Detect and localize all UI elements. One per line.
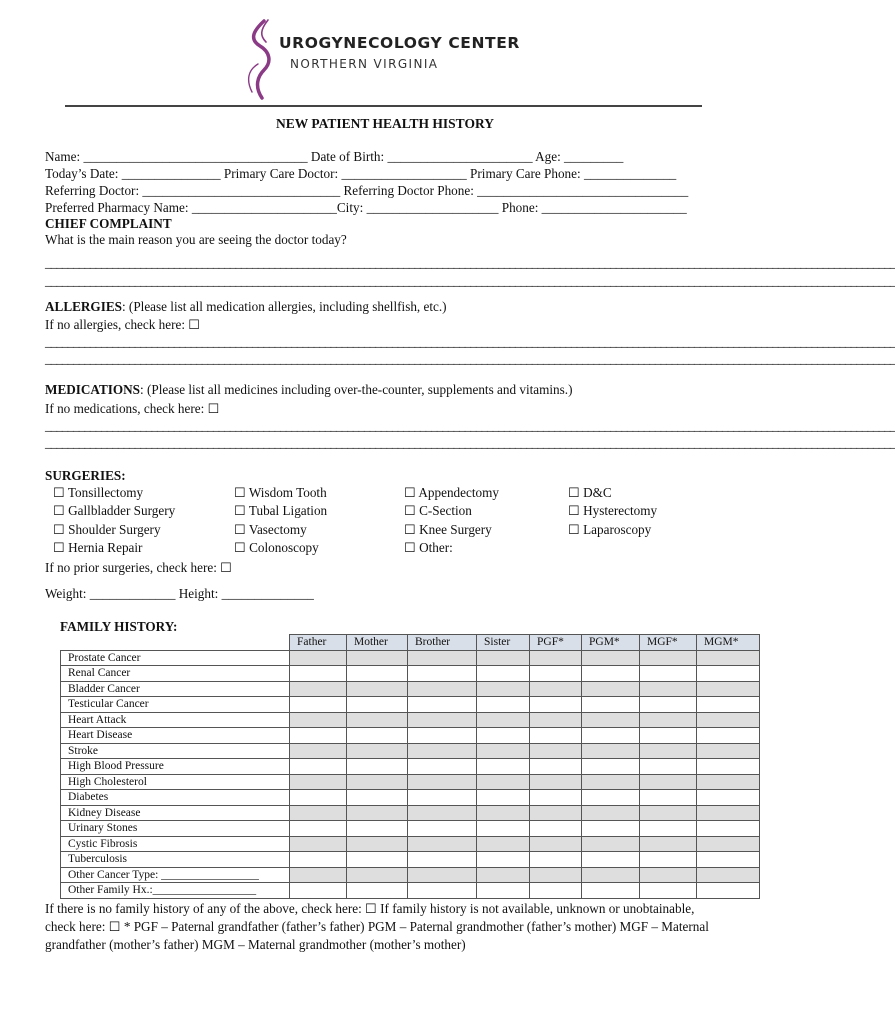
relative-checkbox-cell[interactable]: [640, 805, 697, 821]
column-header: Mother: [347, 635, 408, 651]
table-row: [61, 883, 760, 899]
surgery-option[interactable]: ☐ Gallbladder Surgery: [53, 503, 176, 518]
relative-checkbox-cell[interactable]: [477, 883, 530, 899]
relative-checkbox-cell[interactable]: [697, 852, 760, 868]
relative-checkbox-cell[interactable]: [477, 805, 530, 821]
surgery-option[interactable]: ☐ Hysterectomy: [568, 503, 658, 518]
form-title: NEW PATIENT HEALTH HISTORY: [276, 116, 494, 131]
relative-checkbox-cell[interactable]: [582, 774, 640, 790]
surgeries-heading: SURGERIES:: [45, 468, 126, 483]
surgery-option[interactable]: ☐ Wisdom Tooth: [234, 485, 327, 500]
relative-checkbox-cell[interactable]: [530, 821, 582, 837]
relative-checkbox-cell[interactable]: [408, 759, 477, 775]
relative-checkbox-cell[interactable]: [408, 712, 477, 728]
relative-checkbox-cell[interactable]: [697, 712, 760, 728]
surgery-option[interactable]: ☐ Knee Surgery: [404, 522, 492, 537]
header-divider: [65, 105, 702, 107]
relative-checkbox-cell[interactable]: [640, 852, 697, 868]
relative-checkbox-cell[interactable]: [408, 790, 477, 806]
relative-checkbox-cell[interactable]: [477, 728, 530, 744]
relative-checkbox-cell[interactable]: [530, 650, 582, 666]
relative-checkbox-cell[interactable]: [640, 666, 697, 682]
relative-checkbox-cell[interactable]: [640, 697, 697, 713]
family-history-footnote: If there is no family history of any of the above, check here: ☐ If family history is not available, unknown or unobtainable, check here: ☐ * PGF – Paternal grandfather (father’s father) PGM – Paternal grandmother (father’s mother) MGF – Maternal grandfather (mother’s father) MGM – Maternal grandmother (mother’s mother): [45, 901, 709, 952]
column-header: Sister: [477, 635, 530, 651]
relative-checkbox-cell[interactable]: [582, 681, 640, 697]
relative-checkbox-cell[interactable]: [477, 867, 530, 883]
medications-instructions: : (Please list all medicines including over-the-counter, supplements and vitamins.): [140, 382, 573, 397]
table-row: [61, 681, 760, 697]
relative-checkbox-cell[interactable]: [697, 728, 760, 744]
relative-checkbox-cell[interactable]: [408, 743, 477, 759]
relative-checkbox-cell[interactable]: [697, 650, 760, 666]
relative-checkbox-cell[interactable]: [640, 774, 697, 790]
table-row: [61, 728, 760, 744]
relative-checkbox-cell[interactable]: [347, 790, 408, 806]
condition-label: High Cholesterol: [61, 774, 290, 790]
column-header: MGM*: [697, 635, 760, 651]
relative-checkbox-cell[interactable]: [640, 728, 697, 744]
condition-label: Testicular Cancer: [61, 697, 290, 713]
relative-checkbox-cell[interactable]: [697, 774, 760, 790]
relative-checkbox-cell[interactable]: [477, 743, 530, 759]
table-row: [61, 836, 760, 852]
relative-checkbox-cell[interactable]: [408, 666, 477, 682]
allergies-prompt: [45, 298, 447, 315]
relative-checkbox-cell[interactable]: [640, 743, 697, 759]
relative-checkbox-cell[interactable]: [530, 836, 582, 852]
table-row: [61, 712, 760, 728]
relative-checkbox-cell[interactable]: [347, 759, 408, 775]
relative-checkbox-cell[interactable]: [530, 805, 582, 821]
relative-checkbox-cell[interactable]: [530, 681, 582, 697]
relative-checkbox-cell[interactable]: [290, 697, 347, 713]
relative-checkbox-cell[interactable]: [408, 867, 477, 883]
relative-checkbox-cell[interactable]: [582, 852, 640, 868]
relative-checkbox-cell[interactable]: [582, 728, 640, 744]
relative-checkbox-cell[interactable]: [347, 883, 408, 899]
condition-label: Urinary Stones: [61, 821, 290, 837]
relative-checkbox-cell[interactable]: [408, 852, 477, 868]
relative-checkbox-cell[interactable]: [347, 728, 408, 744]
surgery-option[interactable]: ☐ Appendectomy: [404, 485, 499, 500]
clinic-logo: [238, 18, 538, 102]
relative-checkbox-cell[interactable]: [530, 697, 582, 713]
condition-label: Bladder Cancer: [61, 681, 290, 697]
table-row: [61, 774, 760, 790]
relative-checkbox-cell[interactable]: [530, 774, 582, 790]
relative-checkbox-cell[interactable]: [347, 852, 408, 868]
patient-line-name[interactable]: Name: __________________________________ Date of Birth: ______________________ Age: _________: [45, 149, 624, 164]
relative-checkbox-cell[interactable]: [290, 836, 347, 852]
relative-checkbox-cell[interactable]: [640, 681, 697, 697]
relative-checkbox-cell[interactable]: [408, 697, 477, 713]
relative-checkbox-cell[interactable]: [582, 805, 640, 821]
relative-checkbox-cell[interactable]: [347, 836, 408, 852]
relative-checkbox-cell[interactable]: [347, 681, 408, 697]
condition-label: Tuberculosis: [61, 852, 290, 868]
condition-label: Stroke: [61, 743, 290, 759]
relative-checkbox-cell[interactable]: [347, 697, 408, 713]
column-header: PGM*: [582, 635, 640, 651]
relative-checkbox-cell[interactable]: [530, 867, 582, 883]
surgery-option[interactable]: ☐ Vasectomy: [234, 522, 307, 537]
relative-checkbox-cell[interactable]: [582, 712, 640, 728]
relative-checkbox-cell[interactable]: [640, 821, 697, 837]
relative-checkbox-cell[interactable]: [582, 759, 640, 775]
surgery-option[interactable]: ☐ C-Section: [404, 503, 472, 518]
relative-checkbox-cell[interactable]: [530, 852, 582, 868]
relative-checkbox-cell[interactable]: [477, 759, 530, 775]
relative-checkbox-cell[interactable]: [697, 867, 760, 883]
medications-heading: MEDICATIONS: [45, 382, 141, 397]
surgery-option[interactable]: ☐ Colonoscopy: [234, 540, 319, 555]
allergies-answer-line[interactable]: ________________________________________________________________________________________________________________________________________________________: [45, 351, 895, 366]
condition-label: Diabetes: [61, 790, 290, 806]
relative-checkbox-cell[interactable]: [408, 821, 477, 837]
medications-none-checkbox[interactable]: If no medications, check here: ☐: [45, 401, 220, 416]
relative-checkbox-cell[interactable]: [347, 743, 408, 759]
relative-checkbox-cell[interactable]: [290, 774, 347, 790]
table-row: [61, 697, 760, 713]
column-header: Brother: [408, 635, 477, 651]
relative-checkbox-cell[interactable]: [477, 821, 530, 837]
surgery-option[interactable]: ☐ Other:: [404, 540, 453, 555]
relative-checkbox-cell[interactable]: [530, 666, 582, 682]
relative-checkbox-cell[interactable]: [582, 697, 640, 713]
relative-checkbox-cell[interactable]: [530, 728, 582, 744]
relative-checkbox-cell[interactable]: [408, 883, 477, 899]
relative-checkbox-cell[interactable]: [582, 666, 640, 682]
relative-checkbox-cell[interactable]: [640, 790, 697, 806]
chief-answer-line[interactable]: ________________________________________________________________________________________________________________________________________________________: [45, 255, 895, 270]
surgery-option[interactable]: ☐ D&C: [568, 485, 612, 500]
patient-line-doctor[interactable]: Today’s Date: _______________ Primary Care Doctor: ___________________ Primary Care Phone: ______________: [45, 166, 677, 181]
relative-checkbox-cell[interactable]: [347, 821, 408, 837]
table-row: [61, 650, 760, 666]
relative-checkbox-cell[interactable]: [582, 836, 640, 852]
condition-label: Prostate Cancer: [61, 650, 290, 666]
relative-checkbox-cell[interactable]: [530, 759, 582, 775]
relative-checkbox-cell[interactable]: [640, 867, 697, 883]
relative-checkbox-cell[interactable]: [697, 790, 760, 806]
relative-checkbox-cell[interactable]: [477, 852, 530, 868]
table-row: [61, 743, 760, 759]
table-row: [61, 790, 760, 806]
column-header: MGF*: [640, 635, 697, 651]
chief-complaint-question: What is the main reason you are seeing the doctor today?: [45, 232, 347, 247]
relative-checkbox-cell[interactable]: [408, 681, 477, 697]
relative-checkbox-cell[interactable]: [530, 743, 582, 759]
surgeries-none-checkbox[interactable]: If no prior surgeries, check here: ☐: [45, 560, 232, 575]
relative-checkbox-cell[interactable]: [477, 790, 530, 806]
relative-checkbox-cell[interactable]: [697, 883, 760, 899]
family-history-rows: [61, 650, 760, 898]
logo-location: NORTHERN VIRGINIA: [290, 57, 439, 71]
relative-checkbox-cell[interactable]: [290, 852, 347, 868]
relative-checkbox-cell[interactable]: [582, 821, 640, 837]
patient-line-referring[interactable]: Referring Doctor: ______________________________ Referring Doctor Phone: ________________________________: [45, 183, 689, 198]
relative-checkbox-cell[interactable]: [290, 666, 347, 682]
medications-answer-line[interactable]: ________________________________________________________________________________________________________________________________________________________: [45, 418, 895, 433]
relative-checkbox-cell[interactable]: [697, 697, 760, 713]
relative-checkbox-cell[interactable]: [640, 883, 697, 899]
surgery-option[interactable]: ☐ Tubal Ligation: [234, 503, 328, 518]
table-row: [61, 867, 760, 883]
condition-label: Cystic Fibrosis: [61, 836, 290, 852]
table-corner: [61, 635, 290, 651]
table-row: [61, 852, 760, 868]
weight-height-fields[interactable]: Weight: _____________ Height: ______________: [45, 586, 314, 601]
relative-checkbox-cell[interactable]: [290, 728, 347, 744]
relative-checkbox-cell[interactable]: [697, 666, 760, 682]
relative-checkbox-cell[interactable]: [582, 883, 640, 899]
relative-checkbox-cell[interactable]: [697, 681, 760, 697]
relative-checkbox-cell[interactable]: [477, 697, 530, 713]
condition-label: Kidney Disease: [61, 805, 290, 821]
condition-label: Other Cancer Type: _________________: [61, 867, 290, 883]
relative-checkbox-cell[interactable]: [477, 774, 530, 790]
relative-checkbox-cell[interactable]: [582, 650, 640, 666]
relative-checkbox-cell[interactable]: [640, 650, 697, 666]
medications-prompt: [45, 381, 572, 398]
relative-checkbox-cell[interactable]: [697, 759, 760, 775]
relative-checkbox-cell[interactable]: [290, 650, 347, 666]
table-row: [61, 805, 760, 821]
relative-checkbox-cell[interactable]: [408, 836, 477, 852]
table-row: [61, 666, 760, 682]
surgery-option[interactable]: ☐ Hernia Repair: [53, 540, 143, 555]
allergies-heading: ALLERGIES: [45, 299, 122, 314]
relative-checkbox-cell[interactable]: [697, 743, 760, 759]
relative-checkbox-cell[interactable]: [582, 743, 640, 759]
relative-checkbox-cell[interactable]: [582, 790, 640, 806]
relative-checkbox-cell[interactable]: [640, 836, 697, 852]
condition-label: Heart Disease: [61, 728, 290, 744]
relative-checkbox-cell[interactable]: [347, 805, 408, 821]
condition-label: Other Family Hx.:__________________: [61, 883, 290, 899]
relative-checkbox-cell[interactable]: [290, 883, 347, 899]
relative-checkbox-cell[interactable]: [477, 650, 530, 666]
table-row: [61, 759, 760, 775]
allergies-instructions: : (Please list all medication allergies, including shellfish, etc.): [121, 299, 447, 314]
surgery-option[interactable]: ☐ Shoulder Surgery: [53, 522, 161, 537]
relative-checkbox-cell[interactable]: [530, 883, 582, 899]
relative-checkbox-cell[interactable]: [290, 821, 347, 837]
relative-checkbox-cell[interactable]: [477, 712, 530, 728]
allergies-none-checkbox[interactable]: If no allergies, check here: ☐: [45, 317, 201, 332]
medications-answer-line[interactable]: ________________________________________________________________________________________________________________________________________________________: [45, 435, 895, 450]
surgery-option[interactable]: ☐ Tonsillectomy: [53, 485, 144, 500]
relative-checkbox-cell[interactable]: [290, 867, 347, 883]
relative-checkbox-cell[interactable]: [477, 681, 530, 697]
relative-checkbox-cell[interactable]: [640, 759, 697, 775]
relative-checkbox-cell[interactable]: [290, 743, 347, 759]
relative-checkbox-cell[interactable]: [347, 666, 408, 682]
relative-checkbox-cell[interactable]: [408, 774, 477, 790]
relative-checkbox-cell[interactable]: [290, 681, 347, 697]
logo-name: UROGYNECOLOGY CENTER: [279, 34, 520, 52]
logo-figure-icon: [238, 18, 298, 102]
relative-checkbox-cell[interactable]: [408, 728, 477, 744]
condition-label: Heart Attack: [61, 712, 290, 728]
allergies-answer-line[interactable]: ________________________________________________________________________________________________________________________________________________________: [45, 334, 895, 349]
relative-checkbox-cell[interactable]: [408, 805, 477, 821]
relative-checkbox-cell[interactable]: [530, 790, 582, 806]
condition-label: Renal Cancer: [61, 666, 290, 682]
relative-checkbox-cell[interactable]: [290, 759, 347, 775]
relative-checkbox-cell[interactable]: [582, 867, 640, 883]
family-history-table: [60, 634, 760, 899]
relative-checkbox-cell[interactable]: [697, 821, 760, 837]
relative-checkbox-cell[interactable]: [697, 805, 760, 821]
table-header-row: [61, 635, 760, 651]
table-row: [61, 821, 760, 837]
patient-line-pharmacy[interactable]: Preferred Pharmacy Name: ______________________City: ____________________ Phone: ______________________: [45, 200, 687, 215]
relative-checkbox-cell[interactable]: [347, 774, 408, 790]
chief-answer-line[interactable]: ________________________________________________________________________________________________________________________________________________________: [45, 273, 895, 288]
relative-checkbox-cell[interactable]: [697, 836, 760, 852]
relative-checkbox-cell[interactable]: [477, 666, 530, 682]
family-history-heading: FAMILY HISTORY:: [60, 619, 178, 634]
relative-checkbox-cell[interactable]: [347, 712, 408, 728]
relative-checkbox-cell[interactable]: [290, 790, 347, 806]
relative-checkbox-cell[interactable]: [477, 836, 530, 852]
column-header: PGF*: [530, 635, 582, 651]
relative-checkbox-cell[interactable]: [347, 650, 408, 666]
relative-checkbox-cell[interactable]: [530, 712, 582, 728]
column-header: Father: [290, 635, 347, 651]
relative-checkbox-cell[interactable]: [408, 650, 477, 666]
relative-checkbox-cell[interactable]: [290, 805, 347, 821]
relative-checkbox-cell[interactable]: [290, 712, 347, 728]
condition-label: High Blood Pressure: [61, 759, 290, 775]
relative-checkbox-cell[interactable]: [640, 712, 697, 728]
surgery-option[interactable]: ☐ Laparoscopy: [568, 522, 652, 537]
chief-complaint-heading: CHIEF COMPLAINT: [45, 216, 172, 231]
relative-checkbox-cell[interactable]: [347, 867, 408, 883]
